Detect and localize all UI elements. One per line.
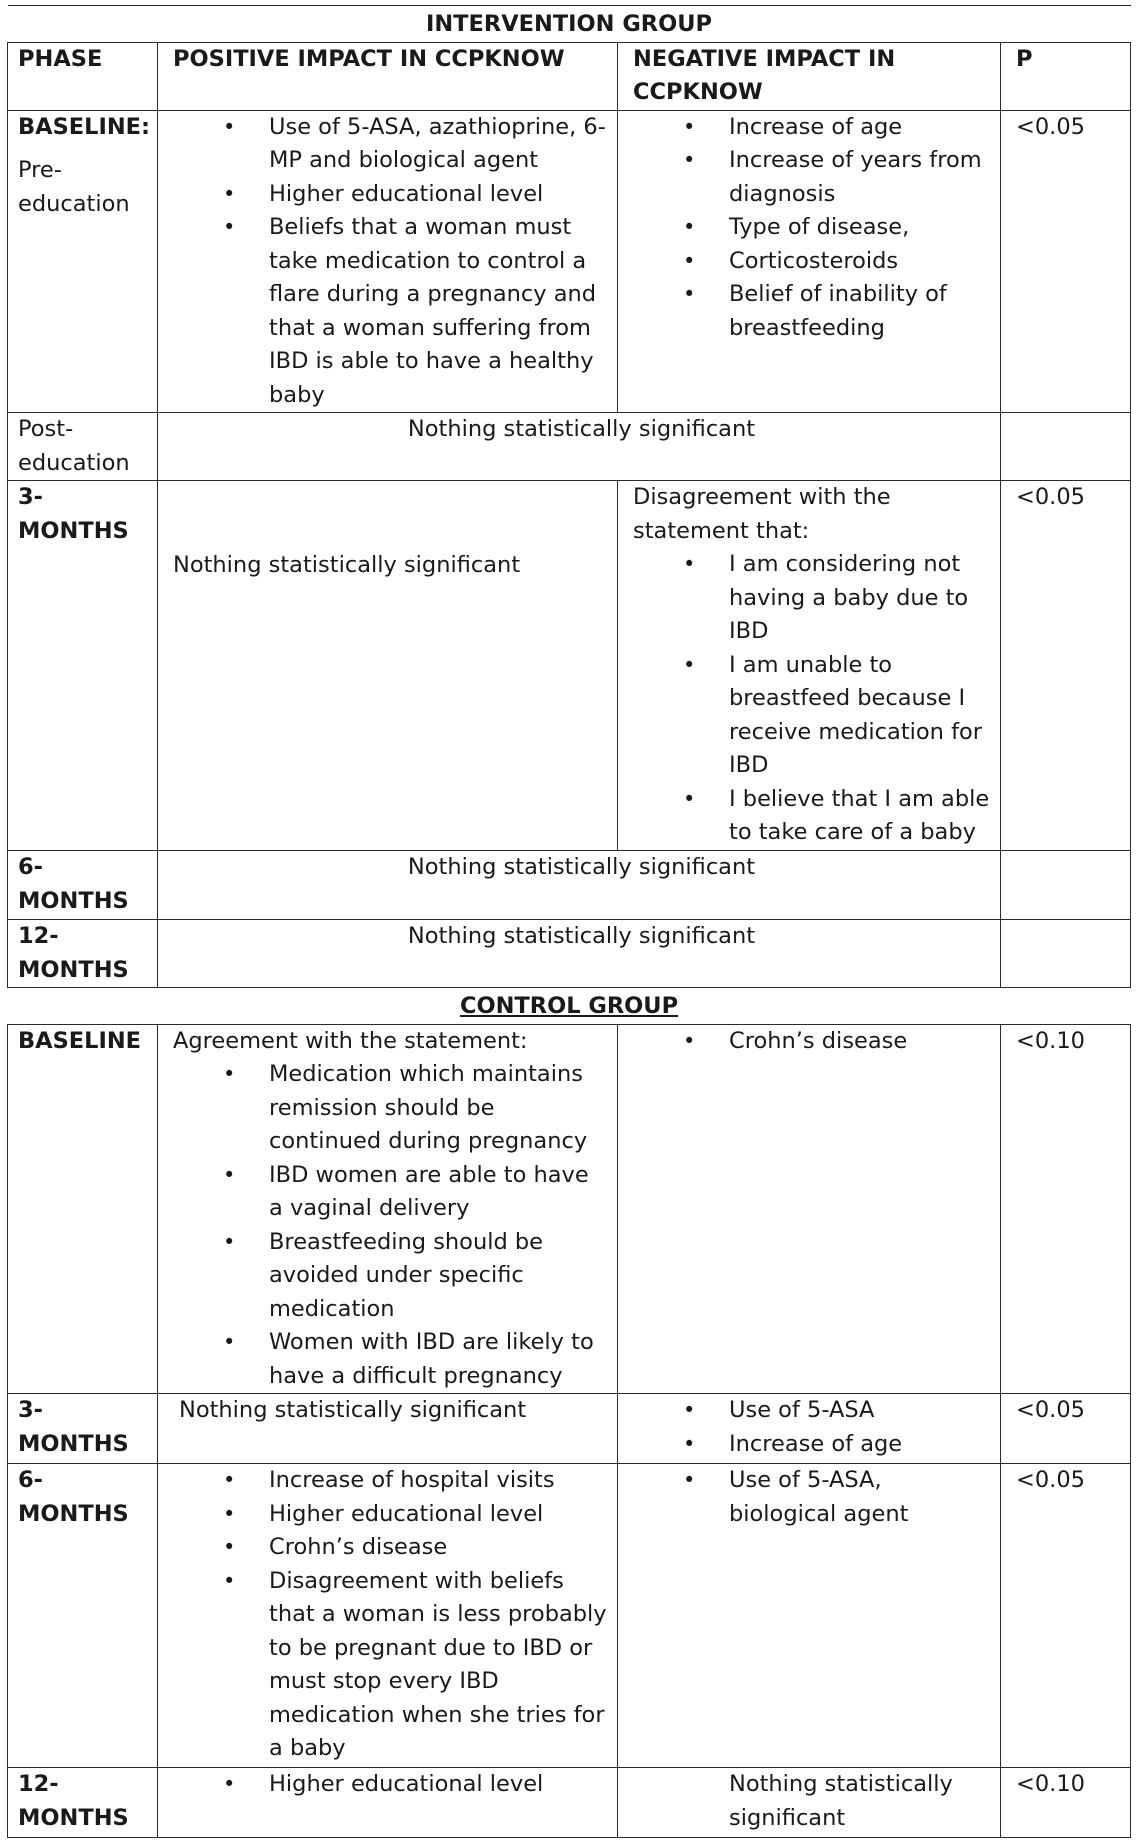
list-item: • Use of 5-ASA, azathioprine, 6-MP and biological agent xyxy=(173,111,607,178)
list-item: • Use of 5-ASA, biological agent xyxy=(633,1464,990,1531)
intervention-12months-row xyxy=(8,920,1131,988)
list-item: • I believe that I am able to take care of a baby xyxy=(633,783,990,850)
results-document xyxy=(7,5,1130,1838)
positive-list xyxy=(173,1768,607,1802)
intervention-group-title-row xyxy=(8,6,1131,43)
negative-cell xyxy=(618,481,1001,851)
results-table xyxy=(7,5,1131,1838)
negative-list xyxy=(633,1025,990,1059)
intervention-6months-row xyxy=(8,851,1131,920)
list-item: • Higher educational level xyxy=(173,178,607,212)
list-item: • Disagreement with beliefs that a woman is less probably to be pregnant due to IBD or must stop every IBD medication when she tries for a baby xyxy=(173,1565,607,1766)
phase-cell: BASELINE xyxy=(8,1024,158,1394)
positive-cell xyxy=(158,1768,618,1838)
negative-cell xyxy=(618,1024,1001,1394)
list-item: • Increase of age xyxy=(633,1428,990,1462)
positive-cell: Nothing statistically significant xyxy=(158,1394,618,1464)
negative-cell xyxy=(618,1464,1001,1768)
header-positive: POSITIVE IMPACT IN CCPKNOW xyxy=(158,42,618,110)
control-baseline-row xyxy=(8,1024,1131,1394)
merged-result-cell: Nothing statistically significant xyxy=(158,413,1001,481)
negative-list xyxy=(633,548,990,850)
p-value-cell xyxy=(1001,851,1131,920)
control-3months-row xyxy=(8,1394,1131,1464)
table-header-row xyxy=(8,42,1131,110)
control-group-title xyxy=(8,988,1131,1025)
list-item: • I am considering not having a baby due to IBD xyxy=(633,548,990,649)
list-item: • Crohn’s disease xyxy=(173,1531,607,1565)
negative-list xyxy=(633,111,990,346)
positive-list xyxy=(173,1464,607,1766)
intervention-post-row xyxy=(8,413,1131,481)
p-value-cell xyxy=(1001,920,1131,988)
control-6months-row xyxy=(8,1464,1131,1768)
list-item: • Higher educational level xyxy=(173,1498,607,1532)
intervention-3months-row xyxy=(8,481,1131,851)
positive-intro: Agreement with the statement: xyxy=(173,1027,528,1054)
list-item: • Beliefs that a woman must take medication to control a flare during a pregnancy and that a woman suffering from IBD is able to have a healthy baby xyxy=(173,211,607,412)
p-value-cell xyxy=(1001,413,1131,481)
merged-result-cell: Nothing statistically significant xyxy=(158,920,1001,988)
phase-cell xyxy=(8,110,158,413)
positive-cell: Nothing statistically significant xyxy=(158,481,618,851)
phase-cell: 12-MONTHS xyxy=(8,1768,158,1838)
negative-cell: Nothing statistically significant xyxy=(618,1768,1001,1838)
list-item: • Higher educational level xyxy=(173,1768,607,1802)
phase-cell: 12-MONTHS xyxy=(8,920,158,988)
merged-result-cell: Nothing statistically significant xyxy=(158,851,1001,920)
phase-cell: 6-MONTHS xyxy=(8,1464,158,1768)
negative-cell xyxy=(618,1394,1001,1464)
intervention-group-title: INTERVENTION GROUP xyxy=(8,6,1131,43)
p-value-cell: <0.05 xyxy=(1001,1394,1131,1464)
phase-cell: 6-MONTHS xyxy=(8,851,158,920)
list-item: • Increase of years from diagnosis xyxy=(633,144,990,211)
list-item: • Increase of hospital visits xyxy=(173,1464,607,1498)
p-value-cell: <0.10 xyxy=(1001,1024,1131,1394)
header-negative: NEGATIVE IMPACT IN CCPKNOW xyxy=(618,42,1001,110)
list-item: • Corticosteroids xyxy=(633,245,990,279)
positive-list xyxy=(173,111,607,413)
negative-intro: Disagreement with the statement that: xyxy=(633,484,891,544)
list-item: • Belief of inability of breastfeeding xyxy=(633,278,990,345)
control-12months-row xyxy=(8,1768,1131,1838)
list-item: • Increase of age xyxy=(633,111,990,145)
phase-cell: Post-education xyxy=(8,413,158,481)
positive-cell xyxy=(158,1464,618,1768)
list-item: • Crohn’s disease xyxy=(633,1025,990,1059)
phase-cell: 3-MONTHS xyxy=(8,481,158,851)
intervention-baseline-row xyxy=(8,110,1131,413)
p-value-cell: <0.10 xyxy=(1001,1768,1131,1838)
positive-list xyxy=(173,1058,607,1393)
negative-cell xyxy=(618,110,1001,413)
header-p: P xyxy=(1001,42,1131,110)
control-group-title-row xyxy=(8,988,1131,1025)
positive-cell xyxy=(158,110,618,413)
p-value-cell: <0.05 xyxy=(1001,1464,1131,1768)
list-item: • I am unable to breastfeed because I receive medication for IBD xyxy=(633,649,990,783)
header-phase: PHASE xyxy=(8,42,158,110)
p-value-cell: <0.05 xyxy=(1001,110,1131,413)
list-item: • Medication which maintains remission should be continued during pregnancy xyxy=(173,1058,607,1159)
phase-cell: 3-MONTHS xyxy=(8,1394,158,1464)
list-item: • IBD women are able to have a vaginal delivery xyxy=(173,1159,607,1226)
list-item: • Breastfeeding should be avoided under specific medication xyxy=(173,1226,607,1327)
negative-list xyxy=(633,1394,990,1461)
control-group-title-text: CONTROL GROUP xyxy=(459,993,679,1019)
p-value-cell: <0.05 xyxy=(1001,481,1131,851)
positive-cell xyxy=(158,1024,618,1394)
phase-sublabel: Pre-education xyxy=(18,157,130,217)
list-item: • Use of 5-ASA xyxy=(633,1394,990,1428)
list-item: • Women with IBD are likely to have a difficult pregnancy xyxy=(173,1326,607,1393)
list-item: • Type of disease, xyxy=(633,211,990,245)
negative-list xyxy=(633,1464,990,1531)
phase-label: BASELINE: xyxy=(18,113,151,140)
